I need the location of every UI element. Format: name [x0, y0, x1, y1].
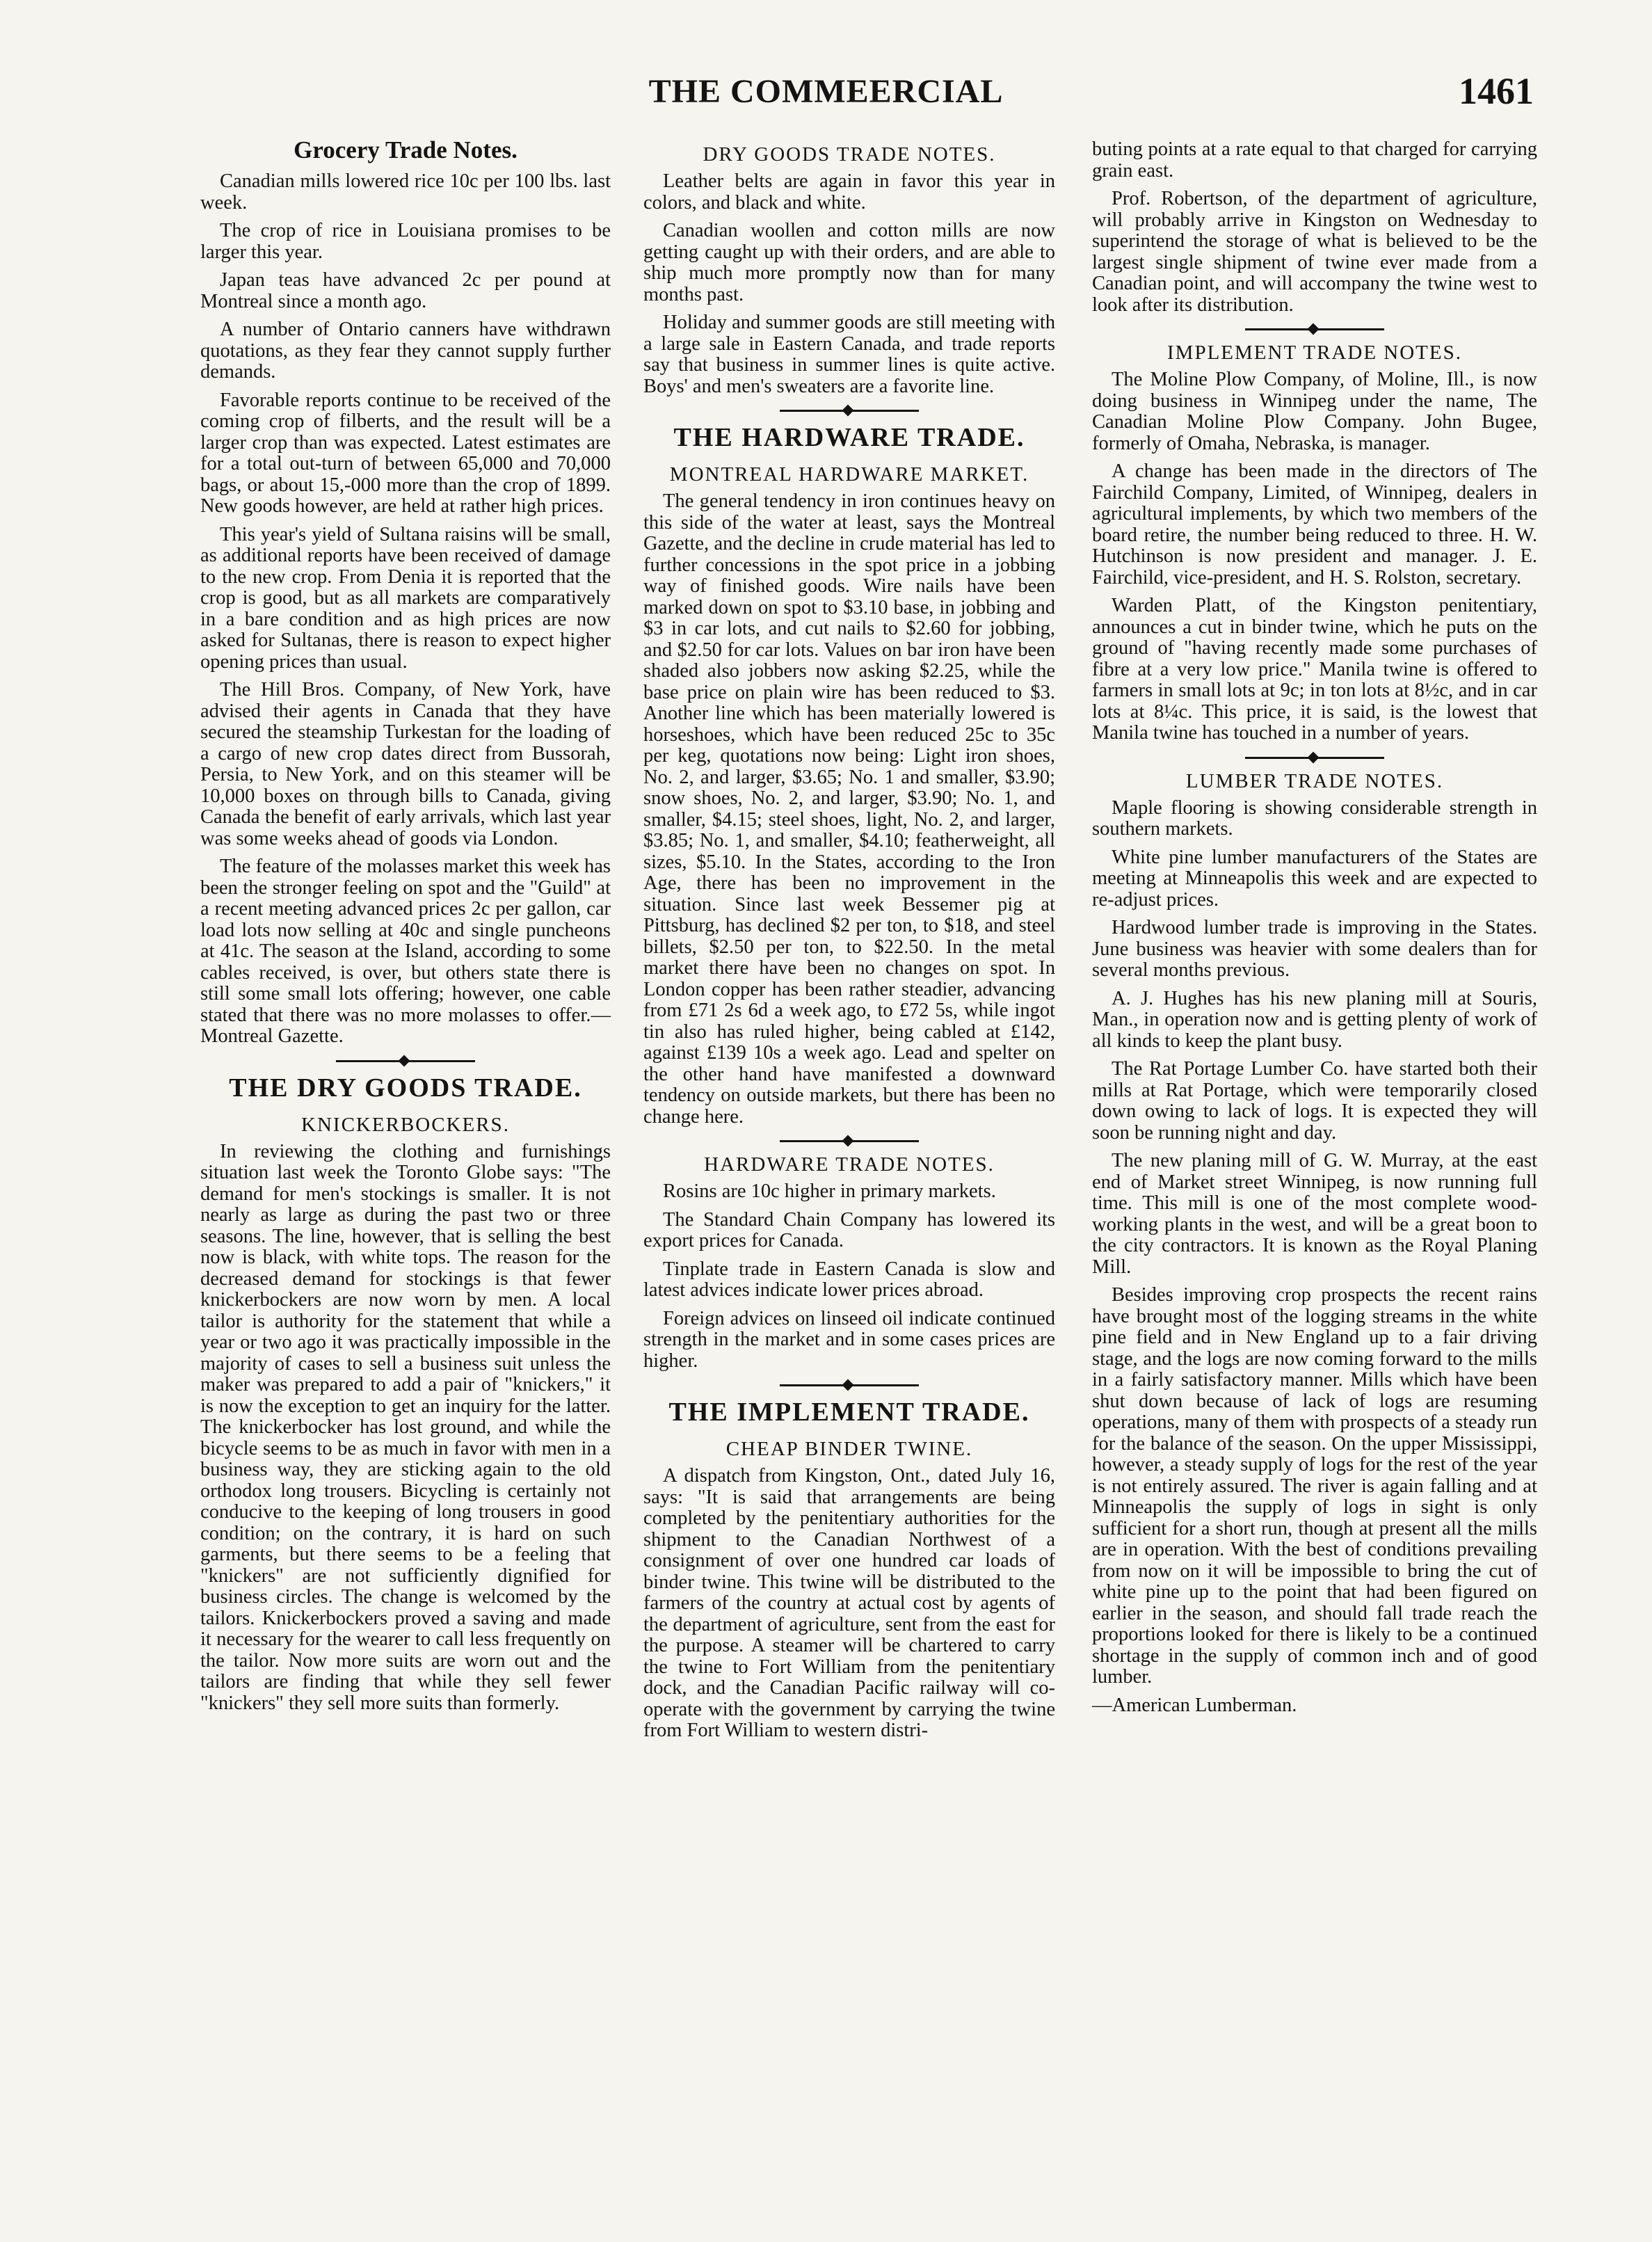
grocery-paragraph: The Hill Bros. Company, of New York, have advised their agents in Canada that they have secured the steamship Turkestan for the loading of a cargo of new crop dates direct from Bussorah, Persia, to New York, and on this steamer will be 10,000 boxes on through bills to Canada, giving Canada the benefit of early arrivals, which last year was some weeks ahead of goods via London.	[200, 679, 611, 849]
dry-goods-paragraph: Holiday and summer goods are still meeting with a large sale in Eastern Canada, and trade reports say that business in summer lines is quite active. Boys' and men's sweaters are a favorite line.	[643, 312, 1055, 397]
implement-notes-paragraph: The Moline Plow Company, of Moline, Ill., is now doing business in Winnipeg under the name, The Canadian Moline Plow Company. John Bugee, formerly of Omaha, Nebraska, is manager.	[1092, 369, 1537, 454]
article-credit: —American Lumberman.	[1092, 1694, 1297, 1716]
dry-goods-paragraph: Canadian woollen and cotton mills are now getting caught up with their orders, and are able to ship much more promptly now than for many months past.	[643, 220, 1055, 305]
grocery-heading: Grocery Trade Notes.	[294, 136, 518, 163]
grocery-paragraph: Japan teas have advanced 2c per pound at Montreal since a month ago.	[200, 269, 611, 312]
lumber-paragraph: A. J. Hughes has his new planing mill at Souris, Man., in operation now and is getting plenty of work of all kinds to keep the plant busy.	[1092, 987, 1537, 1052]
page-number: 1461	[1459, 70, 1534, 112]
section-divider	[780, 410, 919, 412]
binder-twine-paragraph: A dispatch from Kingston, Ont., dated July 16, says: "It is said that arrangements are being completed by the penitentiary authorities for the shipment to the Canadian Northwest of a consignment of over one hundred car loads of binder twine. This twine will be distributed to the farmers of the country at actual cost by agents of the department of agriculture, sent from the east for the purpose. A steamer will be chartered to carry the twine to Fort William from the penitentiary dock, and the Canadian Pacific railway will co-operate with the government by carrying the twine from Fort William to western distri-	[643, 1465, 1055, 1741]
dry-goods-paragraph: Leather belts are again in favor this year in colors, and black and white.	[643, 170, 1055, 214]
twine-continued-paragraph: buting points at a rate equal to that charged for carrying grain east.	[1092, 138, 1537, 182]
lumber-paragraph: The Rat Portage Lumber Co. have started both their mills at Rat Portage, which were temporarily closed down owing to lack of logs. It is expected they will soon be running night and day.	[1092, 1058, 1537, 1144]
grocery-paragraph: Canadian mills lowered rice 10c per 100 lbs. last week.	[200, 170, 611, 214]
grocery-paragraph: A number of Ontario canners have withdrawn quotations, as they fear they cannot supply further demands.	[200, 319, 611, 383]
binder-twine-subheading: CHEAP BINDER TWINE.	[725, 1438, 973, 1460]
hardware-notes-paragraph: Tinplate trade in Eastern Canada is slow and latest advices indicate lower prices abroad.	[643, 1258, 1055, 1301]
section-divider	[336, 1060, 475, 1062]
masthead-title: THE COMMEERCIAL	[648, 73, 1004, 110]
montreal-hardware-subheading: MONTREAL HARDWARE MARKET.	[669, 463, 1029, 486]
column-2	[643, 139, 1055, 1749]
implement-heading: THE IMPLEMENT TRADE.	[668, 1398, 1030, 1427]
implement-notes-heading: IMPLEMENT TRADE NOTES.	[1167, 342, 1462, 364]
lumber-paragraph: Hardwood lumber trade is improving in the States. June business was heavier with some dealers than for several months previous.	[1092, 917, 1537, 981]
hardware-notes-paragraph: Foreign advices on linseed oil indicate continued strength in the market and in some cases prices are higher.	[643, 1307, 1055, 1372]
section-divider	[1245, 328, 1384, 330]
grocery-paragraph: Favorable reports continue to be received of the coming crop of filberts, and the result will be a larger crop than was expected. Latest estimates are for a total out-turn of between 65,000 and 70,000 bags, or about 15,-000 more than the crop of 1899. New goods however, are held at rather high prices.	[200, 389, 611, 517]
hardware-notes-paragraph: Rosins are 10c higher in primary markets.	[663, 1180, 996, 1202]
section-divider	[1245, 757, 1384, 759]
knickerbockers-paragraph: In reviewing the clothing and furnishings situation last week the Toronto Globe says: "The demand for men's stockings is smaller. It is not nearly as large as during the past two or three seasons. The line, however, that is selling the best now is black, with white tops. The reason for the decreased demand for stockings is that fewer knickerbockers are now worn by men. A local tailor is authority for the statement that while a year or two ago it was practically impossible in the majority of cases to sell a business suit unless the maker was prepared to add a pair of "knickers," it is now the exception to get an inquiry for the latter. The knickerbocker has lost ground, and while the bicycle seems to be as much in favor with men in a business way, they are sticking again to the old orthodox long trousers. Bicycling is certainly not conducive to the keeping of long trousers in good condition; on the contrary, it is hard on such garments, but there seems to be a feeling that "knickers" are not sufficiently dignified for business circles. The change is welcomed by the tailors. Knickerbockers proved a saving and made it necessary for the wearer to call less frequently on the tailor. Now more suits are worn out and the tailors are finding that while they sell fewer "knickers" they sell more suits than formerly.	[200, 1140, 611, 1714]
lumber-paragraph: Maple flooring is showing considerable strength in southern markets.	[1092, 796, 1537, 840]
lumber-paragraph: White pine lumber manufacturers of the States are meeting at Minneapolis this week and are expected to re-adjust prices.	[1092, 846, 1537, 911]
lumber-notes-heading: LUMBER TRADE NOTES.	[1185, 769, 1444, 792]
implement-notes-paragraph: A change has been made in the directors of The Fairchild Company, Limited, of Winnipeg, dealers in agricultural implements, by which two members of the board retire, the number being reduced to three. H. W. Hutchinson is now president and manager. J. E. Fairchild, vice-president, and H. S. Rolston, secretary.	[1092, 461, 1537, 588]
grocery-paragraph: The crop of rice in Louisiana promises to be larger this year.	[200, 220, 611, 263]
hardware-notes-paragraph: The Standard Chain Company has lowered its export prices for Canada.	[643, 1208, 1055, 1251]
column-3	[1092, 139, 1537, 1723]
grocery-paragraph: This year's yield of Sultana raisins will be small, as additional reports have been received of damage to the new crop. From Denia it is reported that the crop is good, but as all markets are comparatively in a bare condition and as high prices are now asked for Sultanas, there is reason to expect higher opening prices than usual.	[200, 523, 611, 673]
grocery-paragraph: The feature of the molasses market this week has been the stronger feeling on spot and the "Guild" at a recent meeting advanced prices 2c per gallon, car load lots now selling at 40c and single puncheons at 41c. The season at the Island, according to some cables received, is over, but others state there is still some small lots offering; however, one cable stated that there was no more molasses to offer.—Montreal Gazette.	[200, 856, 611, 1047]
column-1	[200, 136, 611, 1721]
knickerbockers-subheading: KNICKERBOCKERS.	[301, 1113, 510, 1136]
twine-continued-paragraph: Prof. Robertson, of the department of agriculture, will probably arrive in Kingston on Wednesday to superintend the storage of what is believed to be the largest single shipment of twine ever made from a Canadian point, and will accompany the twine west to look after its distribution.	[1092, 188, 1537, 316]
implement-notes-paragraph: Warden Platt, of the Kingston penitentiary, announces a cut in binder twine, which he puts on the ground of "having recently made some purchases of fibre at a very low price." Manila twine is offered to farmers in small lots at 9c; in ton lots at 8½c, and in car lots at 8¼c. This price, it is said, is the lowest that Manila twine has touched in a number of years.	[1092, 595, 1537, 744]
dry-goods-heading: THE DRY GOODS TRADE.	[229, 1073, 582, 1103]
lumber-paragraph: Besides improving crop prospects the recent rains have brought most of the logging streams in the white pine field and in New England up to a fair driving stage, and the logs are now coming forward to the mills in a fairly satisfactory manner. Mills which have been shut down because of lack of logs are resuming operations, many of them with prospects of a steady run for the balance of the season. On the upper Mississippi, however, a steady supply of logs for the rest of the year is not entirely assured. The river is again falling and at Minneapolis the supply of logs in sight is only sufficient for a short run, though at present all the mills are in operation. With the best of conditions prevailing from now on it will be impossible to bring the cut of white pine up to the point that had been figured on earlier in the season, and should fall trade reach the proportions looked for there is likely to be a continued shortage in the supply of common inch and of good lumber.	[1092, 1284, 1537, 1688]
page-header	[0, 67, 1652, 122]
hardware-heading: THE HARDWARE TRADE.	[673, 423, 1025, 452]
dry-goods-notes-heading: DRY GOODS TRADE NOTES.	[703, 143, 996, 166]
hardware-paragraph: The general tendency in iron continues heavy on this side of the water at least, says the Montreal Gazette, and the decline in crude material has led to further concessions in the spot price in a jobbing way of finished goods. Wire nails have been marked down on spot to $3.10 base, in jobbing and $3 in car lots, and cut nails to $2.60 for jobbing, and $2.50 for car lots. Values on bar iron have been shaded also jobbers now asking $2.25, while the base price on plain wire has been reduced to $3. Another line which has been materially lowered is horseshoes, which have been reduced 25c to 35c per keg, quotations now being: Light iron shoes, No. 2, and larger, $3.65; No. 1 and smaller, $3.90; snow shoes, No. 2, and larger, $3.90; No. 1, and smaller, $4.15; steel shoes, light, No. 2, and larger, $3.85; No. 1, and smaller, $4.10; featherweight, all sizes, $5.10. In the States, according to the Iron Age, there has been no improvement in the situation. Since last week Bessemer pig at Pittsburg, has declined $2 per ton, to $18, and steel billets, $2.50 per ton, to $22.50. In the metal market there have been no changes on spot. In London copper has been rather steadier, advancing from £71 2s 6d a week ago, to £72 5s, while ingot tin also has ruled higher, being cabled at £142, against £139 10s a week ago. Lead and spelter on the other hand have manifested a downward tendency on outside markets, but there has been no change here.	[643, 490, 1055, 1128]
section-divider	[780, 1140, 919, 1142]
section-divider	[780, 1384, 919, 1386]
hardware-notes-heading: HARDWARE TRADE NOTES.	[704, 1153, 995, 1176]
lumber-paragraph: The new planing mill of G. W. Murray, at the east end of Market street Winnipeg, is now running full time. This mill is one of the most complete wood-working plants in the west, and will be a great boon to the city contractors. It is known as the Royal Planing Mill.	[1092, 1150, 1537, 1278]
